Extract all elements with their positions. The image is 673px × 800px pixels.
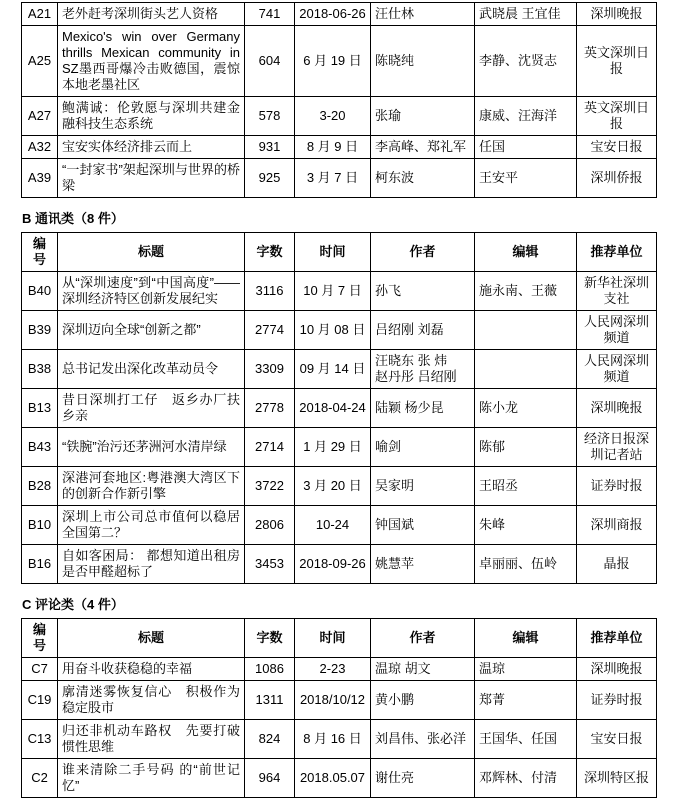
articles-table-a	[21, 2, 657, 198]
cell-words: 3116	[245, 272, 295, 311]
cell-title: 从“深圳速度”到“中国高度”——深圳经济特区创新发展纪实	[58, 272, 245, 311]
header-row	[22, 619, 657, 658]
cell-author: 刘昌伟、张必洋	[371, 720, 475, 759]
cell-author: 汪仕林	[371, 3, 475, 26]
article-row-C2	[22, 759, 657, 798]
cell-words: 2778	[245, 389, 295, 428]
cell-unit: 证券时报	[577, 681, 657, 720]
cell-id: A25	[22, 26, 58, 97]
cell-words: 741	[245, 3, 295, 26]
cell-id: B13	[22, 389, 58, 428]
cell-id: A32	[22, 136, 58, 159]
section-label-b: B 通讯类（8 件）	[22, 211, 124, 226]
cell-time: 2018-06-26	[295, 3, 371, 26]
cell-time: 10 月 08 日	[295, 311, 371, 350]
cell-id: B40	[22, 272, 58, 311]
article-row-B28	[22, 467, 657, 506]
cell-title: 廓清迷雾恢复信心 积极作为稳定股市	[58, 681, 245, 720]
cell-time: 2018-09-26	[295, 545, 371, 584]
table-section-b-container	[21, 232, 657, 584]
cell-title: 深圳迈向全球“创新之都”	[58, 311, 245, 350]
cell-time: 1 月 29 日	[295, 428, 371, 467]
column-header-id: 编 号	[22, 619, 58, 658]
cell-unit: 深圳商报	[577, 506, 657, 545]
cell-title: 深港河套地区:粤港澳大湾区下的创新合作新引擎	[58, 467, 245, 506]
cell-title: 昔日深圳打工仔 返乡办厂扶乡亲	[58, 389, 245, 428]
column-header-title: 标题	[58, 233, 245, 272]
cell-words: 2774	[245, 311, 295, 350]
cell-title: 谁来清除二手号码 的“前世记忆”	[58, 759, 245, 798]
cell-words: 2714	[245, 428, 295, 467]
cell-editor: 卓丽丽、伍岭	[475, 545, 577, 584]
cell-title: 深圳上市公司总市值何以稳居全国第二？	[58, 506, 245, 545]
cell-words: 931	[245, 136, 295, 159]
header-row	[22, 233, 657, 272]
cell-author: 黄小鹏	[371, 681, 475, 720]
cell-editor	[475, 311, 577, 350]
article-row-A21	[22, 3, 657, 26]
cell-words: 1311	[245, 681, 295, 720]
cell-editor: 任国	[475, 136, 577, 159]
cell-id: B10	[22, 506, 58, 545]
cell-id: C2	[22, 759, 58, 798]
article-row-B39	[22, 311, 657, 350]
column-header-words: 字数	[245, 619, 295, 658]
column-header-author: 作者	[371, 233, 475, 272]
column-header-time: 时间	[295, 233, 371, 272]
column-header-author: 作者	[371, 619, 475, 658]
cell-author: 李高峰、郑礼军	[371, 136, 475, 159]
table-section-a-container	[21, 2, 657, 198]
cell-id: C13	[22, 720, 58, 759]
column-header-id: 编 号	[22, 233, 58, 272]
cell-author: 孙飞	[371, 272, 475, 311]
cell-author: 姚慧苹	[371, 545, 475, 584]
cell-words: 925	[245, 159, 295, 198]
cell-editor: 康威、汪海洋	[475, 97, 577, 136]
column-header-editor: 编辑	[475, 619, 577, 658]
cell-unit: 英文深圳日报	[577, 26, 657, 97]
column-header-time: 时间	[295, 619, 371, 658]
cell-words: 604	[245, 26, 295, 97]
cell-time: 8 月 16 日	[295, 720, 371, 759]
cell-title: 鲍满诚：伦敦愿与深圳共建金融科技生态系统	[58, 97, 245, 136]
cell-editor: 陈小龙	[475, 389, 577, 428]
cell-id: C7	[22, 658, 58, 681]
cell-title: 用奋斗收获稳稳的幸福	[58, 658, 245, 681]
article-row-C13	[22, 720, 657, 759]
article-row-B10	[22, 506, 657, 545]
cell-editor: 郑菁	[475, 681, 577, 720]
cell-author: 汪晓东 张 炜 赵丹彤 吕绍刚	[371, 350, 475, 389]
cell-unit: 证券时报	[577, 467, 657, 506]
cell-author: 喻剑	[371, 428, 475, 467]
cell-unit: 深圳晚报	[577, 658, 657, 681]
cell-id: A27	[22, 97, 58, 136]
cell-unit: 深圳晚报	[577, 3, 657, 26]
cell-title: Mexico's win over Germany thrills Mexican community in SZ墨西哥爆冷击败德国，震惊本地老墨社区	[58, 26, 245, 97]
column-header-unit: 推荐单位	[577, 233, 657, 272]
cell-words: 3722	[245, 467, 295, 506]
cell-editor: 王昭丞	[475, 467, 577, 506]
cell-unit: 深圳侨报	[577, 159, 657, 198]
cell-time: 3 月 7 日	[295, 159, 371, 198]
cell-unit: 晶报	[577, 545, 657, 584]
article-row-B40	[22, 272, 657, 311]
cell-author: 吕绍刚 刘磊	[371, 311, 475, 350]
cell-editor: 李静、沈贤志	[475, 26, 577, 97]
table-section-c-container	[21, 618, 657, 798]
cell-id: B39	[22, 311, 58, 350]
cell-title: 归还非机动车路权 先要打破惯性思维	[58, 720, 245, 759]
cell-author: 吴家明	[371, 467, 475, 506]
cell-id: B43	[22, 428, 58, 467]
cell-editor	[475, 350, 577, 389]
cell-id: C19	[22, 681, 58, 720]
articles-table-c	[21, 618, 657, 798]
column-header-words: 字数	[245, 233, 295, 272]
column-header-unit: 推荐单位	[577, 619, 657, 658]
cell-unit: 宝安日报	[577, 720, 657, 759]
cell-author: 张瑜	[371, 97, 475, 136]
article-row-C7	[22, 658, 657, 681]
cell-time: 10 月 7 日	[295, 272, 371, 311]
cell-title: 自如客困局： 都想知道出租房是否甲醛超标了	[58, 545, 245, 584]
cell-time: 10-24	[295, 506, 371, 545]
cell-id: A39	[22, 159, 58, 198]
cell-unit: 经济日报深圳记者站	[577, 428, 657, 467]
cell-title: “一封家书”架起深圳与世界的桥梁	[58, 159, 245, 198]
cell-title: “铁腕”治污还茅洲河水清岸绿	[58, 428, 245, 467]
cell-words: 824	[245, 720, 295, 759]
article-row-A32	[22, 136, 657, 159]
cell-unit: 深圳特区报	[577, 759, 657, 798]
cell-time: 3 月 20 日	[295, 467, 371, 506]
cell-editor: 王安平	[475, 159, 577, 198]
cell-title: 老外赶考深圳街头艺人资格	[58, 3, 245, 26]
cell-unit: 人民网深圳频道	[577, 350, 657, 389]
cell-words: 2806	[245, 506, 295, 545]
section-label-c: C 评论类（4 件）	[22, 597, 124, 612]
cell-time: 2-23	[295, 658, 371, 681]
cell-time: 09 月 14 日	[295, 350, 371, 389]
column-header-editor: 编辑	[475, 233, 577, 272]
cell-author: 谢仕亮	[371, 759, 475, 798]
cell-author: 钟国斌	[371, 506, 475, 545]
cell-editor: 陈郁	[475, 428, 577, 467]
cell-id: A21	[22, 3, 58, 26]
cell-unit: 深圳晚报	[577, 389, 657, 428]
cell-time: 2018/10/12	[295, 681, 371, 720]
cell-unit: 人民网深圳频道	[577, 311, 657, 350]
cell-editor: 王国华、任国	[475, 720, 577, 759]
cell-unit: 新华社深圳支社	[577, 272, 657, 311]
cell-editor: 邓辉林、付清	[475, 759, 577, 798]
article-row-B16	[22, 545, 657, 584]
cell-words: 578	[245, 97, 295, 136]
column-header-title: 标题	[58, 619, 245, 658]
cell-time: 6 月 19 日	[295, 26, 371, 97]
cell-time: 2018.05.07	[295, 759, 371, 798]
cell-time: 3-20	[295, 97, 371, 136]
cell-title: 总书记发出深化改革动员令	[58, 350, 245, 389]
article-row-A39	[22, 159, 657, 198]
article-row-B38	[22, 350, 657, 389]
cell-id: B28	[22, 467, 58, 506]
cell-words: 3309	[245, 350, 295, 389]
cell-editor: 施永南、王薇	[475, 272, 577, 311]
article-row-C19	[22, 681, 657, 720]
cell-id: B38	[22, 350, 58, 389]
cell-words: 964	[245, 759, 295, 798]
cell-author: 陆颖 杨少昆	[371, 389, 475, 428]
cell-author: 柯东波	[371, 159, 475, 198]
cell-time: 2018-04-24	[295, 389, 371, 428]
cell-words: 3453	[245, 545, 295, 584]
cell-editor: 朱峰	[475, 506, 577, 545]
articles-table-b	[21, 232, 657, 584]
cell-title: 宝安实体经济排云而上	[58, 136, 245, 159]
cell-editor: 武晓晨 王宜佳	[475, 3, 577, 26]
article-row-B13	[22, 389, 657, 428]
cell-words: 1086	[245, 658, 295, 681]
cell-unit: 英文深圳日报	[577, 97, 657, 136]
cell-time: 8 月 9 日	[295, 136, 371, 159]
cell-author: 陈晓纯	[371, 26, 475, 97]
article-row-A25	[22, 26, 657, 97]
cell-author: 温琼 胡文	[371, 658, 475, 681]
article-row-A27	[22, 97, 657, 136]
cell-unit: 宝安日报	[577, 136, 657, 159]
cell-id: B16	[22, 545, 58, 584]
article-row-B43	[22, 428, 657, 467]
cell-editor: 温琼	[475, 658, 577, 681]
